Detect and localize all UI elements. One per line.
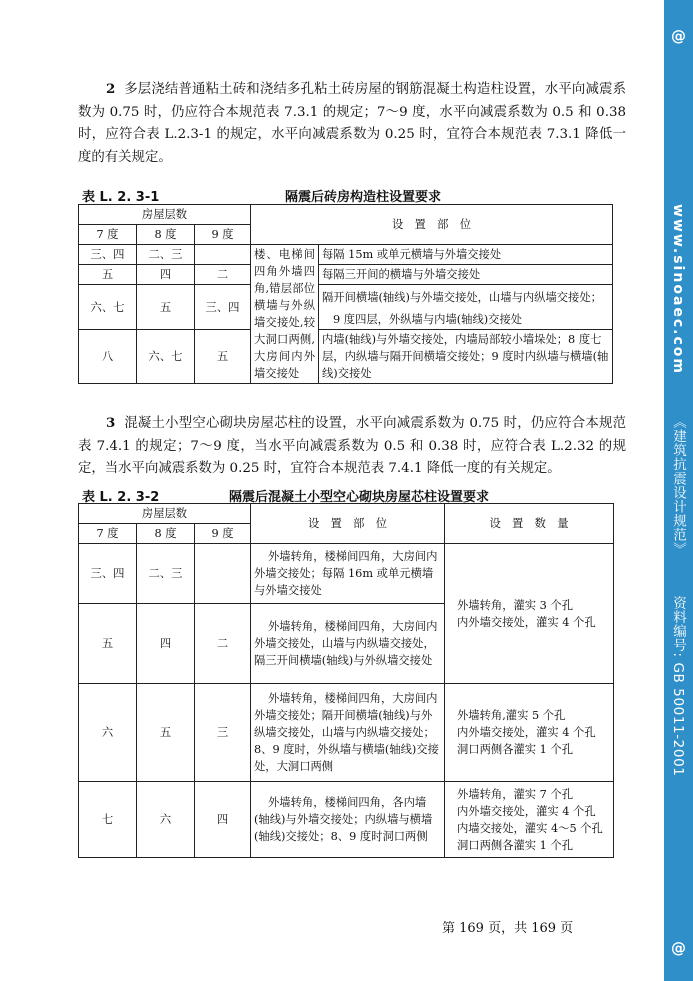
table-cell: 隔开间横墙(轴线)与外墙交接处，山墙与内纵墙交接处； <box>319 285 613 311</box>
sidebar-band <box>664 0 693 981</box>
table2-label: 表 L. 2. 3-2 <box>82 490 160 505</box>
table-cell: 五 <box>137 684 195 782</box>
at-icon-bottom: @ <box>671 939 686 957</box>
sidebar-url[interactable]: www.sinoaec.com <box>670 204 686 376</box>
table2-head-9: 9 度 <box>195 524 251 544</box>
sidebar-text <box>658 0 693 981</box>
table1-head-9: 9 度 <box>195 225 251 245</box>
table-cell: 五 <box>79 604 137 684</box>
sidebar-book-title: 《建筑抗震设计规范》 <box>670 415 686 557</box>
table-cell: 六、七 <box>137 330 195 384</box>
table-cell: 每隔 15m 或单元横墙与外墙交接处 <box>319 245 613 265</box>
page-footer: 第 169 页，共 169 页 <box>442 921 574 936</box>
table1-head-7: 7 度 <box>79 225 137 245</box>
table1-head-location: 设 置 部 位 <box>251 205 613 245</box>
table1-common-location: 楼、电梯间四角外墙四角,错层部位横墙与外纵墙交接处,较大洞口两侧,大房间内外墙交接处 <box>251 245 319 384</box>
paragraph-number: 2 <box>106 81 116 97</box>
table-cell: 二、三 <box>137 245 195 265</box>
paragraph-2 <box>78 78 626 169</box>
table1-head-8: 8 度 <box>137 225 195 245</box>
table-cell: 外墙转角，楼梯间四角，各内墙(轴线)与外墙交接处；内纵墙与横墙(轴线)交接处；8、9 度时洞口两侧 <box>251 782 445 858</box>
table-cell: 六、七 <box>79 285 137 330</box>
sidebar-doc-number: 资料编号: GB 50011-2001 <box>670 596 686 777</box>
table-cell: 五 <box>137 285 195 330</box>
table-cell: 二 <box>195 604 251 684</box>
at-icon: @ <box>671 27 686 45</box>
table1-title: 隔震后砖房构造柱设置要求 <box>285 190 442 205</box>
table-cell: 五 <box>79 265 137 285</box>
table-cell: 外墙转角,灌实 5 个孔 内外墙交接处，灌实 4 个孔 洞口两侧各灌实 1 个孔 <box>445 684 614 782</box>
table1 <box>78 204 613 384</box>
table-cell: 七 <box>79 782 137 858</box>
table1-label: 表 L. 2. 3-1 <box>82 190 160 205</box>
table-cell: 三、四 <box>195 285 251 330</box>
table-cell: 外墙转角，楼梯间四角，大房间内外墙交接处，山墙与内纵墙交接处，隔三开间横墙(轴线)与外纵墙交接处 <box>251 604 445 684</box>
paragraph-text: 多层浇结普通粘土砖和浇结多孔粘土砖房屋的钢筋混凝土构造柱设置，水平向减震系数为 0.75 时，仍应符合本规范表 7.3.1 的规定；7～9 度，水平向减震系数为 0.5 和 0.38 时，应符合表 L.2.3-1 的规定，水平向减震系数为 0.25 时，宜符合本规范表 7.3.1 降低一度的有关规定。 <box>78 82 627 165</box>
table-cell <box>195 544 251 604</box>
table-cell: 二 <box>195 265 251 285</box>
table-cell: 四 <box>137 265 195 285</box>
paragraph-text: 混凝土小型空心砌块房屋芯柱的设置，水平向减震系数为 0.75 时，仍应符合本规范表 7.4.1 的规定；7～9 度，当水平向减震系数为 0.5 和 0.38 时，应符合表 L.2.32 的规定，当水平向减震系数为 0.25 时，宜符合本规范表 7.4.1 降低一度的有关规定。 <box>78 416 627 476</box>
table2-head-8: 8 度 <box>137 524 195 544</box>
table2-head-floors: 房屋层数 <box>79 504 251 524</box>
table-cell: 五 <box>195 330 251 384</box>
table-cell: 三 <box>195 684 251 782</box>
table1-head-floors: 房屋层数 <box>79 205 251 225</box>
table-cell: 三、四 <box>79 544 137 604</box>
table2-head-location: 设 置 部 位 <box>251 504 445 544</box>
table-cell <box>195 245 251 265</box>
table-cell: 9 度四层，外纵墙与内墙(轴线)交接处 <box>319 310 613 330</box>
table-cell: 四 <box>195 782 251 858</box>
paragraph-number: 3 <box>106 415 116 431</box>
table-cell: 外墙转角，楼梯间四角，大房间内外墙交接处；隔开间横墙(轴线)与外纵墙交接处，山墙与内纵墙交接处；8、9 度时，外纵墙与横墙(轴线)交接处，大洞口两侧 <box>251 684 445 782</box>
table-cell: 二、三 <box>137 544 195 604</box>
table-cell: 六 <box>79 684 137 782</box>
table-cell: 每隔三开间的横墙与外墙交接处 <box>319 265 613 285</box>
table-cell: 三、四 <box>79 245 137 265</box>
table-cell: 四 <box>137 604 195 684</box>
table2 <box>78 503 614 858</box>
table-cell: 外墙转角，灌实 3 个孔 内外墙交接处，灌实 4 个孔 <box>445 544 614 684</box>
table-cell: 外墙转角，灌实 7 个孔 内外墙交接处，灌实 4 个孔 内墙交接处，灌实 4～5 个孔 洞口两侧各灌实 1 个孔 <box>445 782 614 858</box>
table2-title: 隔震后混凝土小型空心砌块房屋芯柱设置要求 <box>229 490 490 505</box>
table-cell: 八 <box>79 330 137 384</box>
table-cell: 外墙转角，楼梯间四角，大房间内外墙交接处；每隔 16m 或单元横墙与外墙交接处 <box>251 544 445 604</box>
table2-head-7: 7 度 <box>79 524 137 544</box>
table-cell: 内墙(轴线)与外墙交接处，内墙局部较小墙垛处；8 度七层，内纵墙与隔开间横墙交接处；9 度时内纵墙与横墙(轴线)交接处 <box>319 330 613 384</box>
table-cell: 六 <box>137 782 195 858</box>
table2-head-quantity: 设 置 数 量 <box>445 504 614 544</box>
paragraph-3 <box>78 412 626 481</box>
